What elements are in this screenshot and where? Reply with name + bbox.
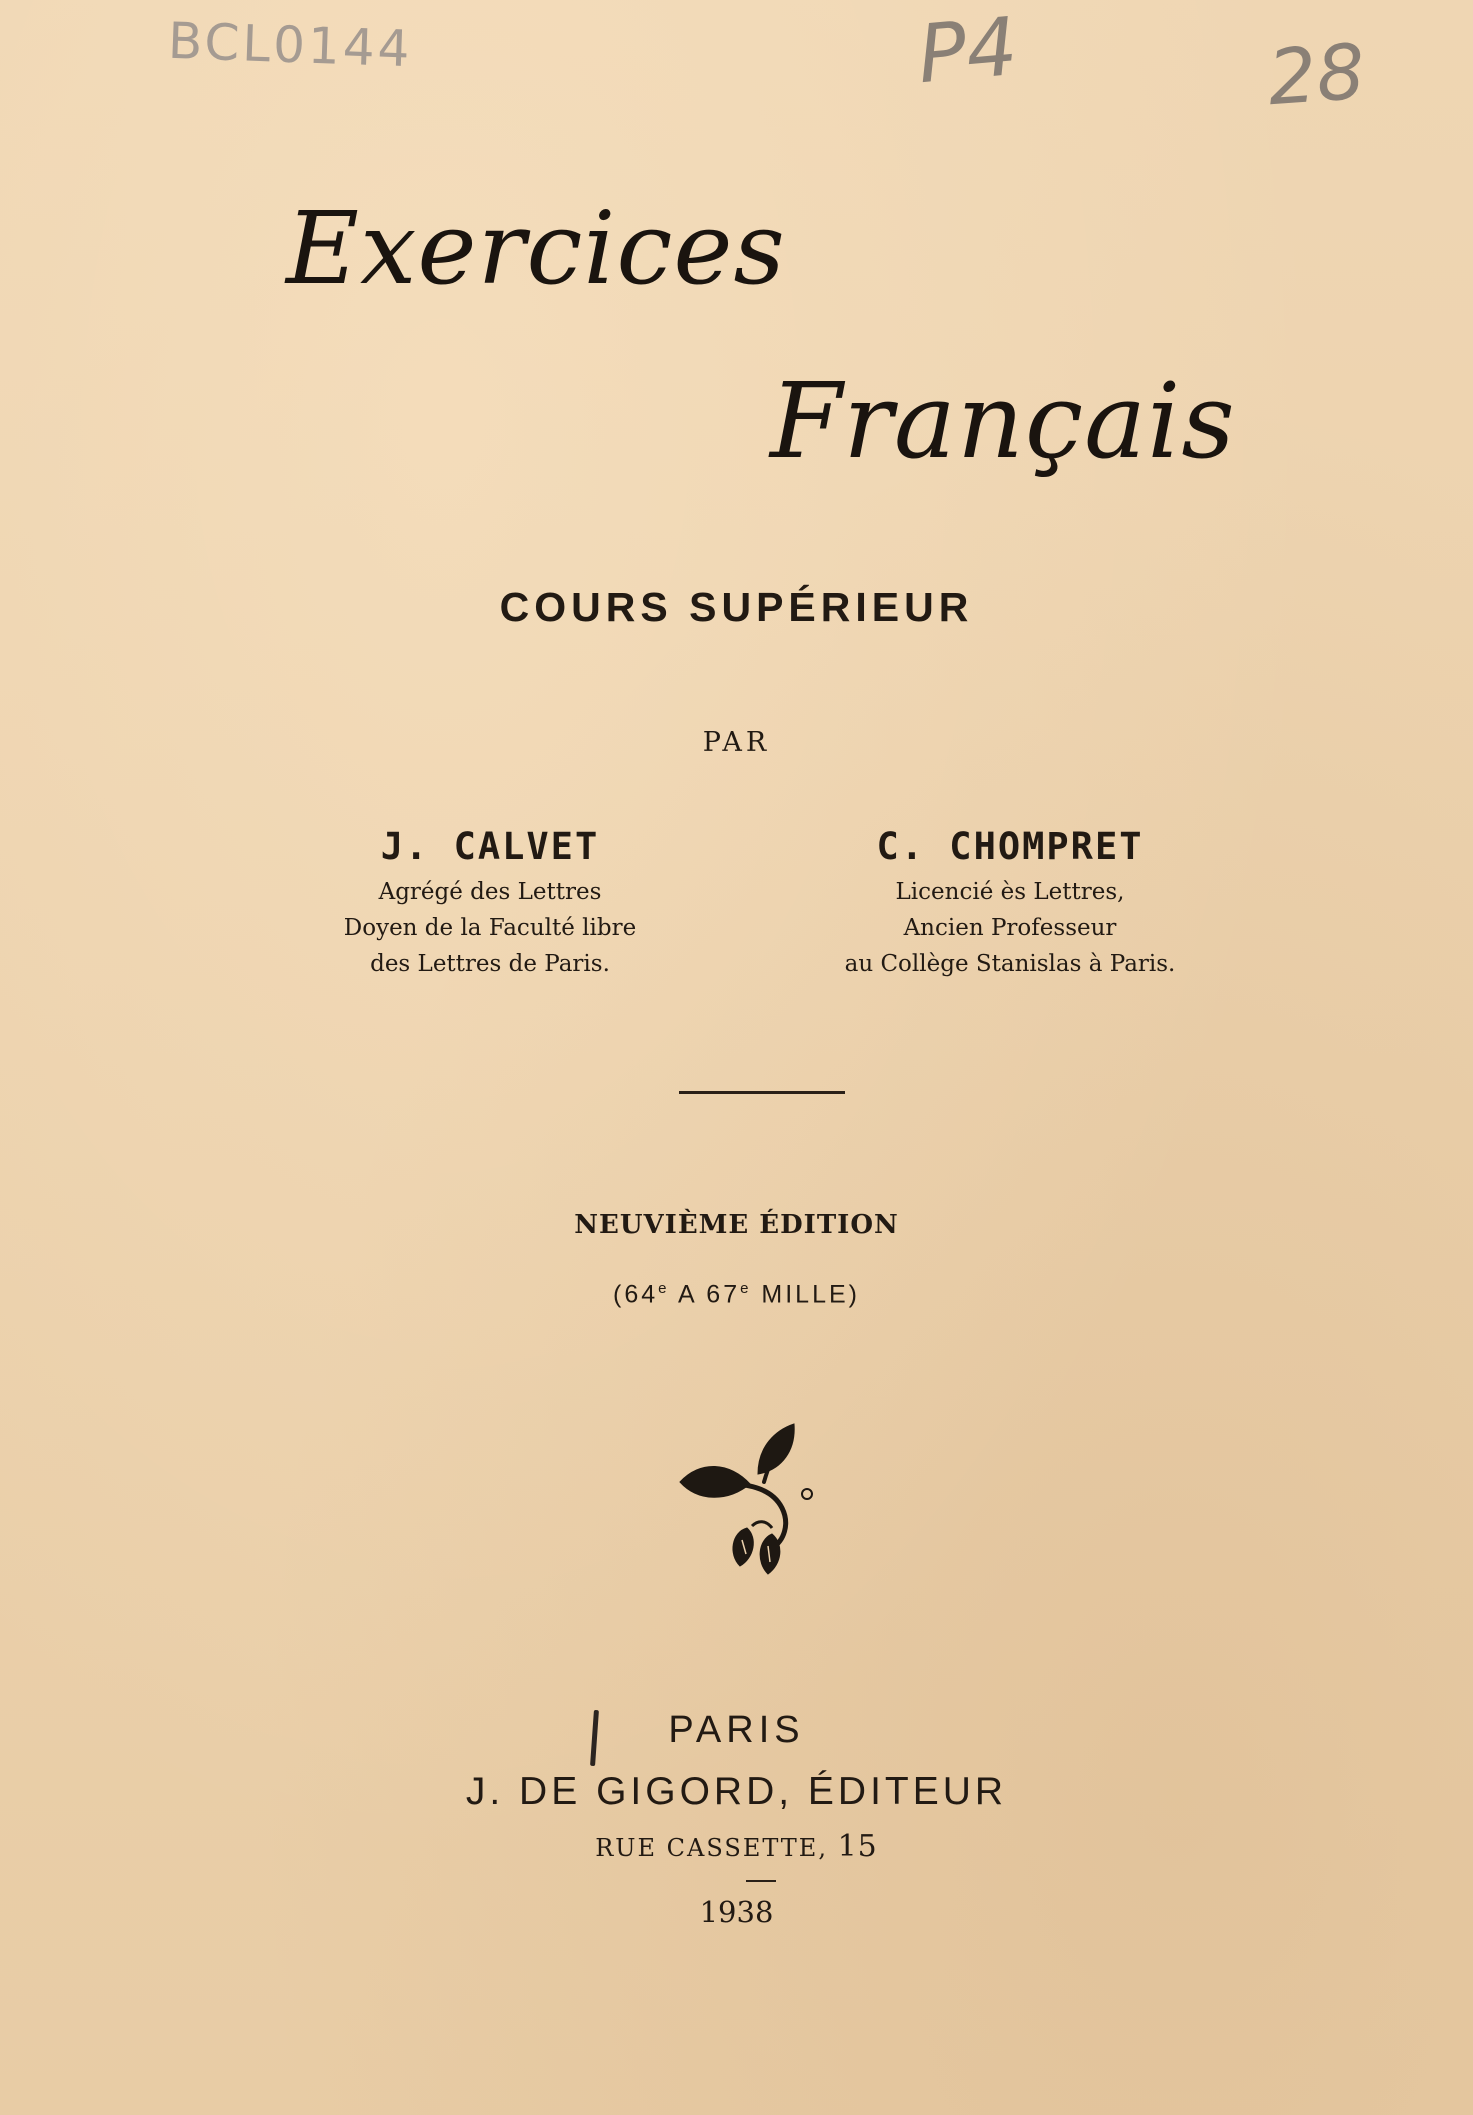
author-credential: Agrégé des Lettres <box>378 879 602 905</box>
author-credential: Ancien Professeur <box>903 915 1117 941</box>
author-calvet <box>290 825 690 982</box>
edition-label: NEUVIÈME ÉDITION <box>574 1210 899 1240</box>
imprint-city: PARIS <box>668 1709 805 1751</box>
handwritten-shelf-mark: P4 <box>914 0 1022 102</box>
imprint-address <box>0 1829 1473 1864</box>
imprint-year: 1938 <box>699 1895 774 1929</box>
handwritten-catalog-code: BCL0144 <box>167 11 414 79</box>
imprint-street-number: 15 <box>837 1829 878 1864</box>
divider-rule <box>679 1091 845 1094</box>
author-credential: au Collège Stanislas à Paris. <box>844 951 1176 977</box>
printing-label: (64e A 67e MILLE) <box>613 1280 860 1309</box>
author-name: C. CHOMPRET <box>876 825 1144 868</box>
imprint-dash <box>746 1880 776 1882</box>
author-chompret <box>805 825 1215 982</box>
author-name: J. CALVET <box>380 825 600 868</box>
author-credential: Licencié ès Lettres, <box>895 879 1125 905</box>
author-credential: Doyen de la Faculté libre <box>343 915 637 941</box>
subtitle: COURS SUPÉRIEUR <box>499 584 974 630</box>
imprint-street: RUE CASSETTE, <box>595 1834 828 1862</box>
title-line-1: Exercices <box>286 190 786 307</box>
by-label: PAR <box>702 727 771 758</box>
author-credential: des Lettres de Paris. <box>370 951 610 977</box>
handwritten-number: 28 <box>1265 26 1368 123</box>
title-line-2: Français <box>770 360 1236 482</box>
imprint-publisher: J. DE GIGORD, ÉDITEUR <box>465 1770 1008 1813</box>
leaf-and-berries-ornament <box>672 1416 822 1586</box>
